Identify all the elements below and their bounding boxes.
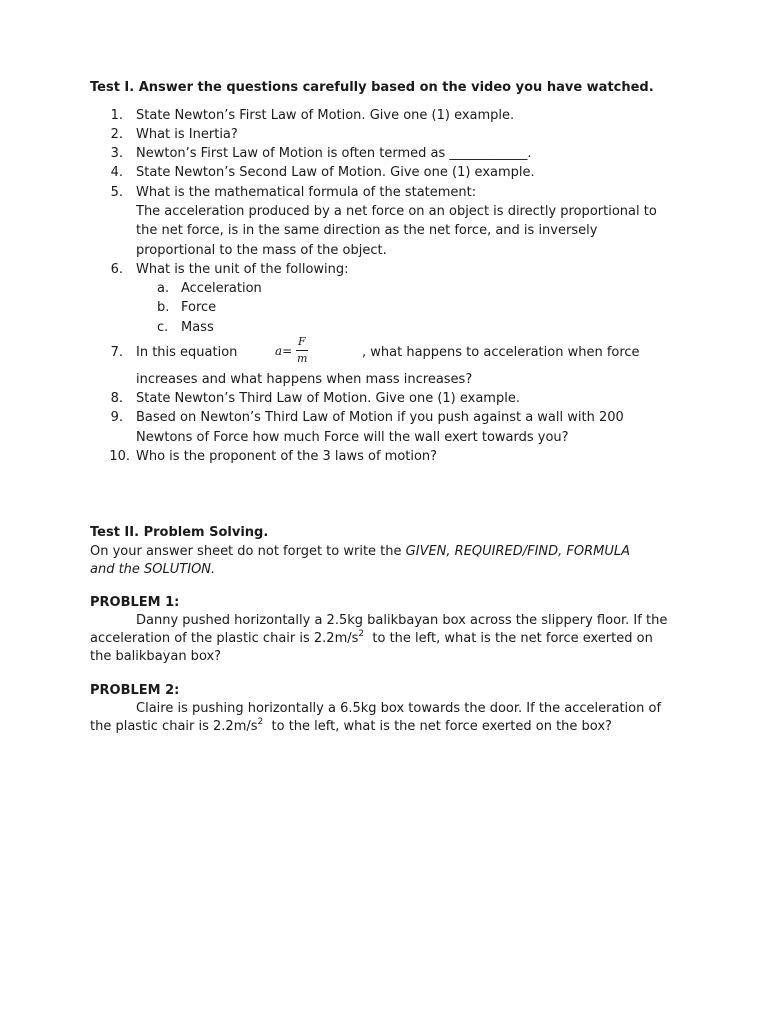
q-number: 4.: [110, 165, 123, 180]
q-number: 10.: [109, 449, 130, 464]
problem1-text: to the left, what is the net force exerted on: [364, 631, 653, 646]
q-number: 6.: [110, 262, 123, 277]
test1-title: Test I. Answer the questions carefully based on the video you have watched.: [90, 80, 654, 95]
sub-letter: b.: [157, 300, 170, 315]
question-10: Who is the proponent of the 3 laws of motion?: [136, 449, 438, 464]
equation-numerator: F: [298, 335, 306, 348]
exponent: 2: [257, 716, 264, 727]
instructions-emphasis: GIVEN, REQUIRED/FIND, FORMULA: [405, 544, 631, 559]
sub-letter: a.: [157, 281, 170, 296]
question-7-line2: increases and what happens when mass increases?: [136, 372, 473, 387]
instructions-emphasis-line2: and the SOLUTION.: [90, 562, 216, 577]
problem1-line: the balikbayan box?: [90, 649, 222, 664]
question-1: State Newton’s First Law of Motion. Give one (1) example.: [136, 108, 515, 123]
problem2-line: Claire is pushing horizontally a 6.5kg box towards the door. If the acceleration of: [136, 701, 662, 716]
problem1-line: [90, 629, 653, 648]
q-number: 8.: [110, 391, 123, 406]
q-number: 3.: [110, 146, 123, 161]
q-number: 2.: [110, 127, 123, 142]
equation-lhs: a=: [275, 344, 293, 358]
q-number: 7.: [110, 345, 123, 360]
exponent: 2: [358, 628, 365, 639]
question-5-statement-line: the net force, is in the same direction as the net force, and is inversely: [136, 223, 598, 238]
problem2-title: PROBLEM 2:: [90, 683, 180, 698]
problem1-title: PROBLEM 1:: [90, 595, 180, 610]
question-5: What is the mathematical formula of the statement:: [136, 185, 477, 200]
question-4: State Newton’s Second Law of Motion. Give one (1) example.: [136, 165, 535, 180]
sub-item-acceleration: Acceleration: [181, 281, 262, 296]
question-7: In this equation: [136, 345, 238, 360]
problem2-line: [90, 717, 612, 736]
question-8: State Newton’s Third Law of Motion. Give one (1) example.: [136, 391, 520, 406]
question-7-continued: , what happens to acceleration when force: [362, 345, 640, 360]
question-9: Based on Newton’s Third Law of Motion if you push against a wall with 200: [136, 410, 624, 425]
test2-title: Test II. Problem Solving.: [90, 525, 269, 540]
test2-instructions: [90, 542, 630, 561]
equation-denominator: m: [297, 352, 308, 365]
question-5-statement-line: proportional to the mass of the object.: [136, 243, 387, 258]
q-number: 1.: [110, 108, 123, 123]
question-3: Newton’s First Law of Motion is often termed as ____________.: [136, 146, 532, 161]
question-2: What is Inertia?: [136, 127, 238, 142]
question-6: What is the unit of the following:: [136, 262, 349, 277]
fraction-bar: [296, 350, 308, 351]
sub-item-force: Force: [181, 300, 217, 315]
instructions-text: On your answer sheet do not forget to write the: [90, 544, 406, 559]
question-5-statement-line: The acceleration produced by a net force on an object is directly proportional to: [136, 204, 657, 219]
problem2-text: the plastic chair is 2.2m/s: [90, 719, 258, 734]
problem1-text: acceleration of the plastic chair is 2.2m/s: [90, 631, 359, 646]
sub-item-mass: Mass: [181, 320, 214, 335]
sub-letter: c.: [157, 320, 169, 335]
question-9-line2: Newtons of Force how much Force will the wall exert towards you?: [136, 430, 569, 445]
problem1-line: Danny pushed horizontally a 2.5kg balikbayan box across the slippery floor. If the: [136, 613, 668, 628]
problem2-text: to the left, what is the net force exerted on the box?: [263, 719, 612, 734]
q-number: 5.: [110, 185, 123, 200]
q-number: 9.: [110, 410, 123, 425]
